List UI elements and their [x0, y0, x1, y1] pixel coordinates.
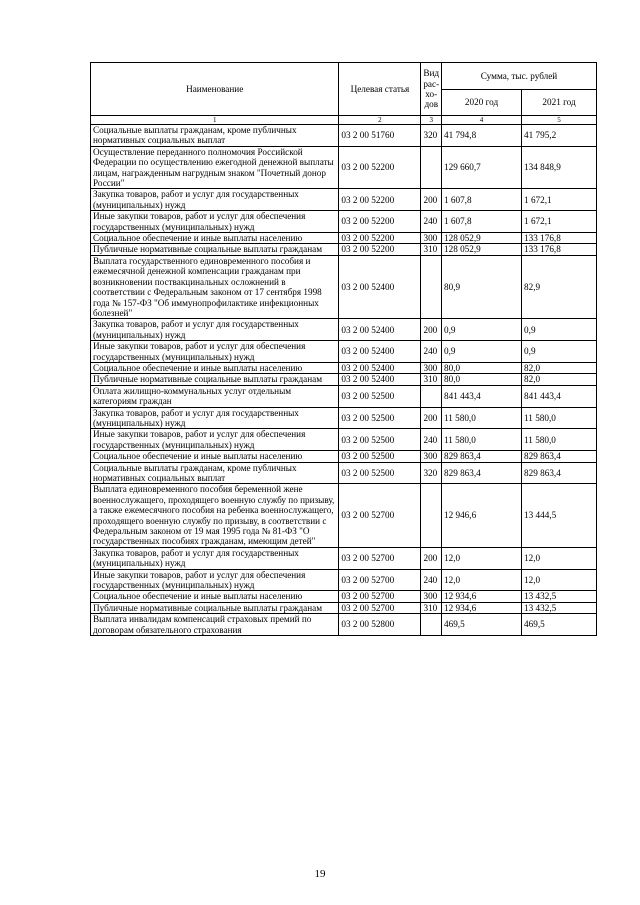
row-expense-type: 240 — [421, 211, 442, 233]
row-target-article: 03 2 00 52200 — [339, 189, 421, 211]
row-amount-2021: 841 443,4 — [522, 385, 597, 407]
row-expense-type: 320 — [421, 125, 442, 147]
row-expense-type: 310 — [421, 602, 442, 613]
row-amount-2021: 82,9 — [522, 255, 597, 318]
row-name: Закупка товаров, работ и услуг для государственных (муниципальных) нужд — [91, 547, 339, 569]
row-amount-2020: 12 946,6 — [442, 484, 522, 547]
row-amount-2021: 133 176,8 — [522, 233, 597, 244]
row-expense-type: 310 — [421, 244, 442, 255]
row-target-article: 03 2 00 52700 — [339, 547, 421, 569]
row-name: Социальное обеспечение и иные выплаты населению — [91, 362, 339, 373]
header-year-2021: 2021 год — [522, 90, 597, 116]
row-target-article: 03 2 00 52500 — [339, 462, 421, 484]
row-amount-2021: 829 863,4 — [522, 451, 597, 462]
row-name: Иные закупки товаров, работ и услуг для обеспечения государственных (муниципальных) нужд — [91, 211, 339, 233]
table-row — [91, 407, 597, 429]
column-number: 4 — [442, 116, 522, 125]
budget-table — [90, 62, 597, 636]
row-target-article: 03 2 00 52500 — [339, 385, 421, 407]
row-target-article: 03 2 00 51760 — [339, 125, 421, 147]
row-name: Социальное обеспечение и иные выплаты населению — [91, 233, 339, 244]
row-amount-2021: 41 795,2 — [522, 125, 597, 147]
row-amount-2021: 12,0 — [522, 547, 597, 569]
row-name: Выплата единовременного пособия беременной жене военнослужащего, проходящего военную службу по призыву, а также ежемесячного пособия на ребенка военнослужащего, проходящего военную службу по призыву, в соответствии с Федеральным законом от 19 мая 1995 года № 81-ФЗ "О государственных пособиях гражданам, имеющим детей" — [91, 484, 339, 547]
row-name: Выплата инвалидам компенсаций страховых премий по договорам обязательного страхования — [91, 614, 339, 636]
row-amount-2020: 11 580,0 — [442, 407, 522, 429]
table-row — [91, 547, 597, 569]
table-row — [91, 385, 597, 407]
row-target-article: 03 2 00 52500 — [339, 451, 421, 462]
row-amount-2021: 82,0 — [522, 362, 597, 373]
table-row — [91, 233, 597, 244]
row-amount-2020: 129 660,7 — [442, 146, 522, 189]
row-expense-type: 200 — [421, 319, 442, 341]
table-row — [91, 244, 597, 255]
row-amount-2021: 11 580,0 — [522, 429, 597, 451]
row-target-article: 03 2 00 52400 — [339, 341, 421, 363]
row-amount-2020: 80,9 — [442, 255, 522, 318]
row-expense-type: 200 — [421, 407, 442, 429]
row-name: Социальное обеспечение и иные выплаты населению — [91, 451, 339, 462]
row-target-article: 03 2 00 52200 — [339, 233, 421, 244]
row-target-article: 03 2 00 52700 — [339, 484, 421, 547]
table-row — [91, 146, 597, 189]
row-amount-2020: 12,0 — [442, 547, 522, 569]
row-expense-type: 200 — [421, 547, 442, 569]
row-target-article: 03 2 00 52500 — [339, 407, 421, 429]
header-code: Целевая статья — [339, 63, 421, 116]
row-target-article: 03 2 00 52500 — [339, 429, 421, 451]
row-amount-2020: 841 443,4 — [442, 385, 522, 407]
header-name: Наименование — [91, 63, 339, 116]
row-name: Закупка товаров, работ и услуг для государственных (муниципальных) нужд — [91, 189, 339, 211]
page-number: 19 — [314, 868, 326, 880]
row-name: Иные закупки товаров, работ и услуг для обеспечения государственных (муниципальных) нужд — [91, 429, 339, 451]
table-row — [91, 429, 597, 451]
row-expense-type — [421, 146, 442, 189]
table-row — [91, 374, 597, 385]
header-row — [91, 63, 597, 90]
row-amount-2021: 469,5 — [522, 614, 597, 636]
table-row — [91, 362, 597, 373]
table-row — [91, 451, 597, 462]
row-target-article: 03 2 00 52400 — [339, 362, 421, 373]
row-name: Осуществление переданного полномочия Российской Федерации по осуществлению ежегодной денежной выплаты лицам, награжденным нагрудным знаком "Почетный донор России" — [91, 146, 339, 189]
row-name: Иные закупки товаров, работ и услуг для обеспечения государственных (муниципальных) нужд — [91, 569, 339, 591]
table-row — [91, 341, 597, 363]
row-amount-2021: 0,9 — [522, 319, 597, 341]
row-name: Закупка товаров, работ и услуг для государственных (муниципальных) нужд — [91, 407, 339, 429]
row-amount-2021: 1 672,1 — [522, 211, 597, 233]
row-target-article: 03 2 00 52200 — [339, 146, 421, 189]
column-number: 5 — [522, 116, 597, 125]
row-amount-2021: 82,0 — [522, 374, 597, 385]
table-row — [91, 602, 597, 613]
row-expense-type — [421, 614, 442, 636]
row-expense-type: 300 — [421, 362, 442, 373]
row-target-article: 03 2 00 52400 — [339, 374, 421, 385]
row-expense-type: 240 — [421, 341, 442, 363]
row-amount-2021: 134 848,9 — [522, 146, 597, 189]
table-row — [91, 189, 597, 211]
row-name: Публичные нормативные социальные выплаты гражданам — [91, 244, 339, 255]
row-target-article: 03 2 00 52800 — [339, 614, 421, 636]
table-row — [91, 569, 597, 591]
row-amount-2020: 41 794,8 — [442, 125, 522, 147]
row-target-article: 03 2 00 52700 — [339, 591, 421, 602]
row-expense-type: 300 — [421, 591, 442, 602]
row-amount-2020: 80,0 — [442, 362, 522, 373]
row-amount-2021: 1 672,1 — [522, 189, 597, 211]
row-expense-type: 200 — [421, 189, 442, 211]
row-amount-2020: 128 052,9 — [442, 233, 522, 244]
table-row — [91, 255, 597, 318]
row-target-article: 03 2 00 52200 — [339, 211, 421, 233]
row-target-article: 03 2 00 52400 — [339, 255, 421, 318]
row-expense-type: 300 — [421, 451, 442, 462]
row-amount-2021: 12,0 — [522, 569, 597, 591]
row-amount-2021: 133 176,8 — [522, 244, 597, 255]
table-row — [91, 319, 597, 341]
table-row — [91, 484, 597, 547]
row-expense-type — [421, 385, 442, 407]
row-amount-2020: 128 052,9 — [442, 244, 522, 255]
column-number: 3 — [421, 116, 442, 125]
row-amount-2021: 13 432,5 — [522, 602, 597, 613]
table-row — [91, 462, 597, 484]
row-expense-type: 300 — [421, 233, 442, 244]
row-amount-2020: 0,9 — [442, 341, 522, 363]
row-expense-type — [421, 255, 442, 318]
table-row — [91, 211, 597, 233]
row-name: Публичные нормативные социальные выплаты гражданам — [91, 374, 339, 385]
header-vid: Вид рас- хо- дов — [421, 63, 442, 116]
row-amount-2020: 829 863,4 — [442, 462, 522, 484]
row-name: Социальные выплаты гражданам, кроме публичных нормативных социальных выплат — [91, 125, 339, 147]
row-expense-type: 240 — [421, 429, 442, 451]
row-name: Публичные нормативные социальные выплаты гражданам — [91, 602, 339, 613]
row-target-article: 03 2 00 52400 — [339, 319, 421, 341]
row-name: Социальные выплаты гражданам, кроме публичных нормативных социальных выплат — [91, 462, 339, 484]
column-numbers-row — [91, 116, 597, 125]
header-sum: Сумма, тыс. рублей — [442, 63, 597, 90]
table-row — [91, 591, 597, 602]
row-target-article: 03 2 00 52200 — [339, 244, 421, 255]
row-amount-2021: 13 444,5 — [522, 484, 597, 547]
row-amount-2020: 1 607,8 — [442, 211, 522, 233]
row-amount-2020: 12,0 — [442, 569, 522, 591]
row-name: Оплата жилищно-коммунальных услуг отдельным категориям граждан — [91, 385, 339, 407]
row-name: Выплата государственного единовременного пособия и ежемесячной денежной компенсации гражданам при возникновении поствакцинальных осложнений в соответствии с Федеральным законом от 17 сентября 1998 года № 157-ФЗ "Об иммунопрофилактике инфекционных болезней" — [91, 255, 339, 318]
row-name: Социальное обеспечение и иные выплаты населению — [91, 591, 339, 602]
row-expense-type: 310 — [421, 374, 442, 385]
row-amount-2020: 829 863,4 — [442, 451, 522, 462]
row-amount-2020: 469,5 — [442, 614, 522, 636]
header-year-2020: 2020 год — [442, 90, 522, 116]
table-row — [91, 125, 597, 147]
row-expense-type — [421, 484, 442, 547]
row-amount-2021: 829 863,4 — [522, 462, 597, 484]
table-row — [91, 614, 597, 636]
column-number: 2 — [339, 116, 421, 125]
row-amount-2020: 1 607,8 — [442, 189, 522, 211]
row-name: Иные закупки товаров, работ и услуг для обеспечения государственных (муниципальных) нужд — [91, 341, 339, 363]
row-target-article: 03 2 00 52700 — [339, 569, 421, 591]
row-amount-2020: 12 934,6 — [442, 602, 522, 613]
row-amount-2021: 13 432,5 — [522, 591, 597, 602]
row-amount-2020: 12 934,6 — [442, 591, 522, 602]
row-amount-2020: 80,0 — [442, 374, 522, 385]
row-target-article: 03 2 00 52700 — [339, 602, 421, 613]
row-name: Закупка товаров, работ и услуг для государственных (муниципальных) нужд — [91, 319, 339, 341]
row-amount-2021: 11 580,0 — [522, 407, 597, 429]
row-amount-2021: 0,9 — [522, 341, 597, 363]
row-expense-type: 240 — [421, 569, 442, 591]
column-number: 1 — [91, 116, 339, 125]
row-amount-2020: 0,9 — [442, 319, 522, 341]
row-expense-type: 320 — [421, 462, 442, 484]
row-amount-2020: 11 580,0 — [442, 429, 522, 451]
